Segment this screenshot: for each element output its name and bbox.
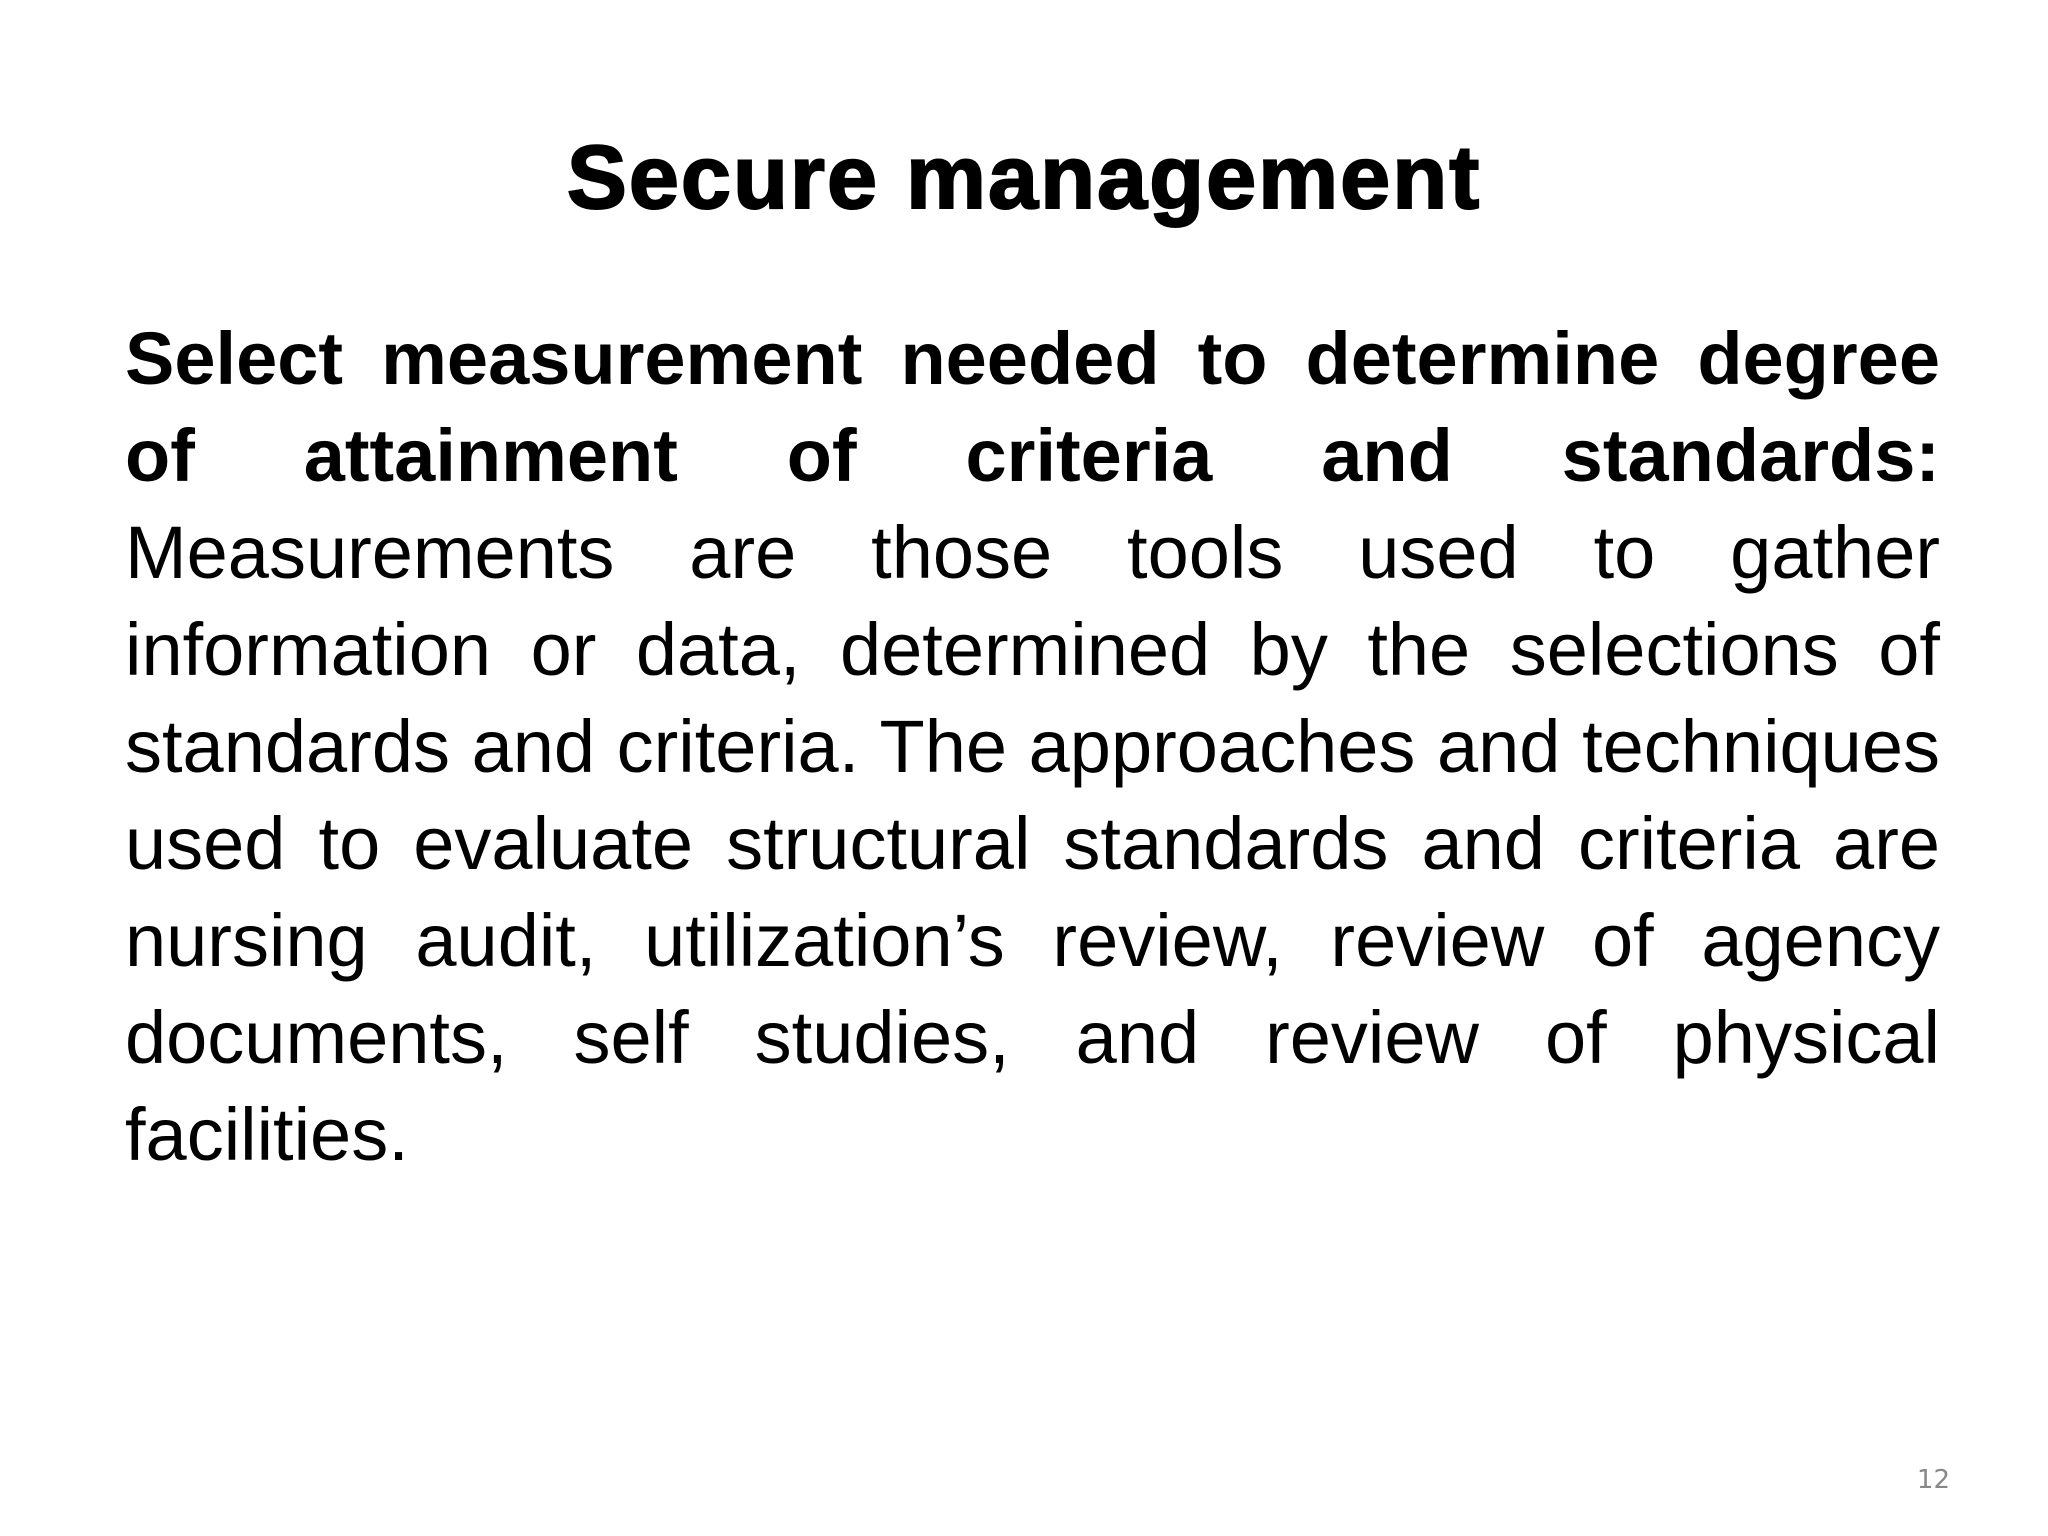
page-number: 12 — [1916, 1465, 1950, 1495]
slide-body — [125, 310, 1940, 1183]
body-lead-bold: Select measurement needed to determine degree of attainment of criteria and standards: — [125, 317, 1940, 497]
body-text: Measurements are those tools used to gather information or data, determined by the selections of standards and criteria. The approaches and techniques used to evaluate structural standards and criteria are nursing audit, utilization’s review, review of agency documents, self studies, and review of physical facilities. — [125, 511, 1940, 1176]
slide-title: Secure management — [566, 128, 1482, 228]
